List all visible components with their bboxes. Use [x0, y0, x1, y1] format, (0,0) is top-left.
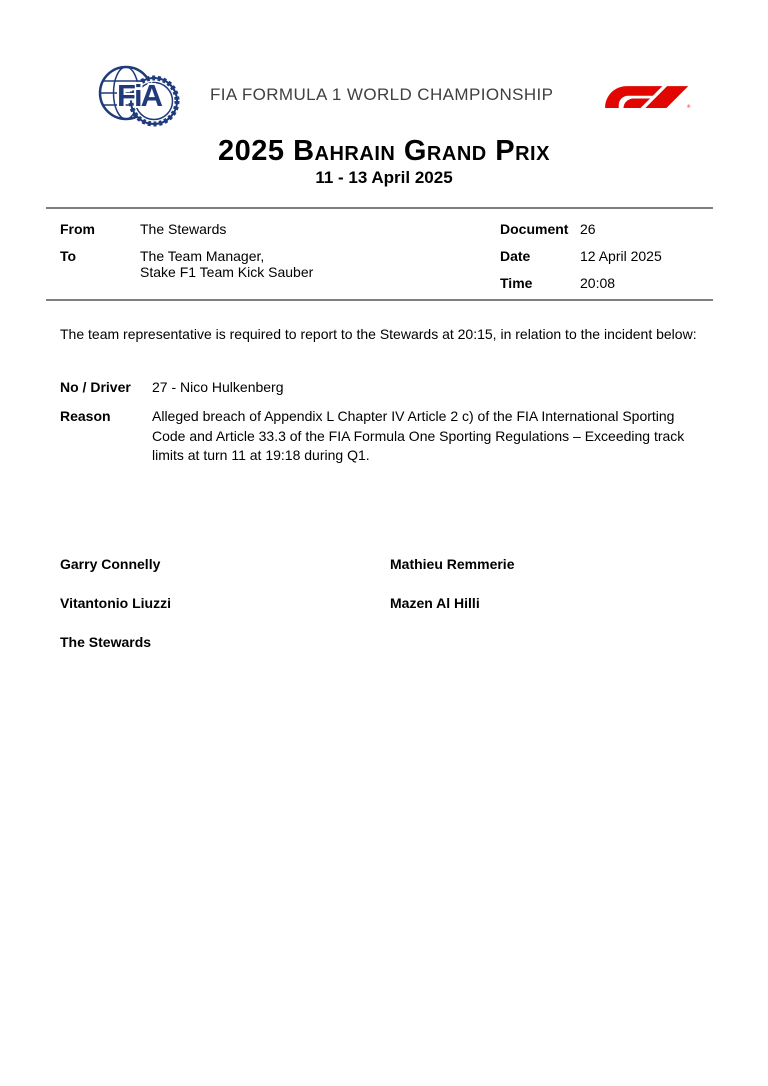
reason-row — [60, 407, 698, 466]
date-label: Date — [500, 248, 531, 264]
reason-label: Reason — [60, 408, 111, 424]
to-row — [60, 248, 500, 280]
to-label: To — [60, 248, 77, 264]
summons-paragraph: The team representative is required to report to the Stewards at 20:15, in relation to the incident below: — [60, 326, 697, 342]
f1-logo-icon — [601, 78, 691, 108]
signatory-garry-connelly: Garry Connelly — [60, 556, 161, 572]
time-label: Time — [500, 275, 533, 291]
signatory-mazen-al-hilli: Mazen Al Hilli — [390, 595, 480, 611]
time-row — [500, 275, 713, 291]
signature-row-1 — [60, 554, 712, 574]
no-driver-row — [60, 378, 284, 398]
meta-section — [46, 207, 713, 301]
event-title: 2025 Bahrain Grand Prix — [218, 135, 550, 167]
signature-row-2 — [60, 593, 712, 613]
to-value-line1: The Team Manager, — [140, 248, 265, 264]
no-driver-label: No / Driver — [60, 379, 131, 395]
reason-value: Alleged breach of Appendix L Chapter IV Article 2 c) of the FIA International Sporting Code and Article 33.3 of the FIA Formula One Sporting Regulations – Exceeding track limits at turn 11 at 19:18 during Q1. — [152, 408, 685, 463]
fia-logo — [98, 64, 182, 130]
document-label: Document — [500, 221, 569, 237]
signatory-mathieu-remmerie: Mathieu Remmerie — [390, 556, 515, 572]
signature-row-closing — [60, 632, 712, 652]
from-row — [60, 221, 500, 237]
meta-right-column — [500, 221, 713, 299]
from-value: The Stewards — [140, 221, 227, 237]
from-label: From — [60, 221, 95, 237]
document-value: 26 — [580, 221, 596, 237]
signatures-block — [60, 554, 712, 671]
f1-logo — [601, 78, 691, 108]
championship-title: FIA FORMULA 1 WORLD CHAMPIONSHIP — [210, 85, 554, 104]
svg-text:®: ® — [686, 105, 691, 108]
title-block — [0, 135, 768, 188]
date-row — [500, 248, 713, 264]
event-dates: 11 - 13 April 2025 — [315, 168, 453, 187]
fia-globe-gear-icon — [98, 64, 182, 130]
to-value-line2: Stake F1 Team Kick Sauber — [140, 264, 314, 280]
time-value: 20:08 — [580, 275, 616, 291]
signatory-vitantonio-liuzzi: Vitantonio Liuzzi — [60, 595, 171, 611]
document-row — [500, 221, 713, 237]
to-value — [140, 248, 313, 280]
date-value: 12 April 2025 — [580, 248, 662, 264]
signatures-closing: The Stewards — [60, 634, 152, 650]
fia-logo-text: FiA — [117, 78, 161, 113]
no-driver-value: 27 - Nico Hulkenberg — [152, 379, 284, 395]
meta-left-column — [60, 221, 500, 299]
